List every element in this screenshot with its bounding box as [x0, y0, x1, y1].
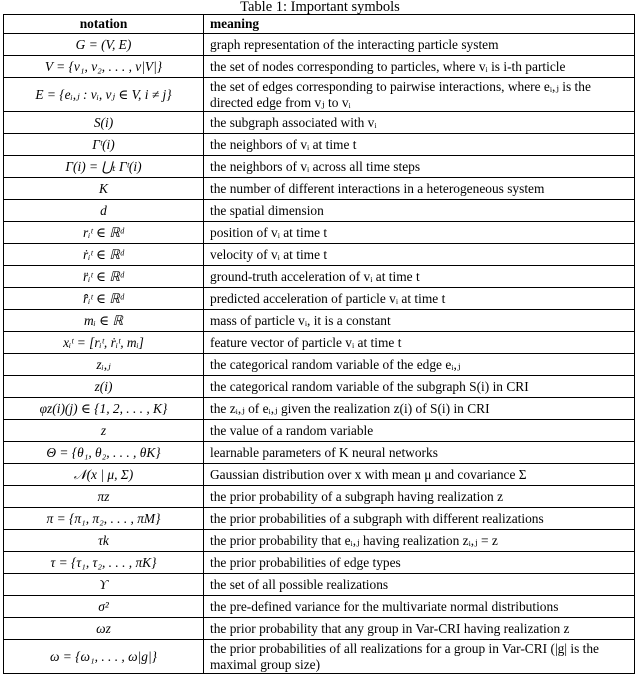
table-row: [4, 574, 635, 596]
table-row: [4, 34, 635, 56]
meaning-cell: mass of particle vᵢ, it is a constant: [204, 310, 635, 332]
meaning-cell: learnable parameters of K neural networks: [204, 442, 635, 464]
meaning-cell: the zᵢ,ⱼ of eᵢ,ⱼ given the realization z(i) of S(i) in CRI: [204, 398, 635, 420]
table-row: [4, 78, 635, 112]
meaning-cell: the neighbors of vᵢ across all time steps: [204, 156, 635, 178]
meaning-cell: velocity of vᵢ at time t: [204, 244, 635, 266]
notation-cell: G = (V, E): [4, 34, 204, 56]
notation-cell: z(i): [4, 376, 204, 398]
table-row: [4, 332, 635, 354]
table-row: [4, 376, 635, 398]
notation-cell: ω = {ω₁, . . . , ω|g|}: [4, 640, 204, 674]
table-row: [4, 134, 635, 156]
meaning-cell: the set of all possible realizations: [204, 574, 635, 596]
meaning-cell: the spatial dimension: [204, 200, 635, 222]
meaning-cell: graph representation of the interacting particle system: [204, 34, 635, 56]
meaning-cell: the prior probabilities of all realizations for a group in Var-CRI (|g| is the maximal group size): [204, 640, 635, 674]
notation-cell: ϒ: [4, 574, 204, 596]
table-row: [4, 156, 635, 178]
notation-cell: E = {eᵢ,ⱼ : vᵢ, vⱼ ∈ V, i ≠ j}: [4, 78, 204, 112]
notation-cell: S(i): [4, 112, 204, 134]
notation-cell: d: [4, 200, 204, 222]
table-row: [4, 464, 635, 486]
notation-cell: z: [4, 420, 204, 442]
notation-cell: r̂̈ᵢᵗ ∈ ℝᵈ: [4, 288, 204, 310]
notation-cell: K: [4, 178, 204, 200]
table-row: [4, 530, 635, 552]
meaning-cell: the prior probabilities of edge types: [204, 552, 635, 574]
table-row: [4, 552, 635, 574]
table-row: [4, 486, 635, 508]
notation-cell: 𝒩(x | μ, Σ): [4, 464, 204, 486]
meaning-cell: the prior probability of a subgraph having realization z: [204, 486, 635, 508]
table-row: [4, 398, 635, 420]
notation-cell: Θ = {θ₁, θ₂, . . . , θK}: [4, 442, 204, 464]
notation-cell: φz(i)(j) ∈ {1, 2, . . . , K}: [4, 398, 204, 420]
notation-cell: mᵢ ∈ ℝ: [4, 310, 204, 332]
meaning-cell: feature vector of particle vᵢ at time t: [204, 332, 635, 354]
table-row: [4, 596, 635, 618]
notation-cell: rᵢᵗ ∈ ℝᵈ: [4, 222, 204, 244]
meaning-cell: the prior probability that any group in Var-CRI having realization z: [204, 618, 635, 640]
meaning-cell: Gaussian distribution over x with mean μ and covariance Σ: [204, 464, 635, 486]
table-row: [4, 288, 635, 310]
meaning-cell: the set of nodes corresponding to particles, where vᵢ is i-th particle: [204, 56, 635, 78]
meaning-cell: predicted acceleration of particle vᵢ at time t: [204, 288, 635, 310]
header-notation: notation: [4, 15, 204, 34]
notation-cell: πz: [4, 486, 204, 508]
table-row: [4, 222, 635, 244]
meaning-cell: the categorical random variable of the subgraph S(i) in CRI: [204, 376, 635, 398]
table-row: [4, 200, 635, 222]
notation-cell: V = {v₁, v₂, . . . , v|V|}: [4, 56, 204, 78]
table-row: [4, 266, 635, 288]
meaning-cell: the subgraph associated with vᵢ: [204, 112, 635, 134]
notation-cell: Γ(i) = ⋃ₜ Γᵗ(i): [4, 156, 204, 178]
table-caption: Table 1: Important symbols: [240, 0, 400, 15]
table-row: [4, 244, 635, 266]
table-row: [4, 442, 635, 464]
table-row: [4, 640, 635, 674]
meaning-cell: the prior probability that eᵢ,ⱼ having realization zᵢ,ⱼ = z: [204, 530, 635, 552]
notation-cell: ṙᵢᵗ ∈ ℝᵈ: [4, 244, 204, 266]
meaning-cell: the pre-defined variance for the multivariate normal distributions: [204, 596, 635, 618]
meaning-cell: the number of different interactions in a heterogeneous system: [204, 178, 635, 200]
table-row: [4, 420, 635, 442]
symbols-table: [3, 14, 635, 674]
notation-cell: σ²: [4, 596, 204, 618]
meaning-cell: ground-truth acceleration of vᵢ at time t: [204, 266, 635, 288]
meaning-cell: the neighbors of vᵢ at time t: [204, 134, 635, 156]
notation-cell: ωz: [4, 618, 204, 640]
notation-cell: Γᵗ(i): [4, 134, 204, 156]
notation-cell: r̈ᵢᵗ ∈ ℝᵈ: [4, 266, 204, 288]
notation-cell: τk: [4, 530, 204, 552]
table-row: [4, 56, 635, 78]
meaning-cell: the prior probabilities of a subgraph with different realizations: [204, 508, 635, 530]
table-header-row: [4, 15, 635, 34]
table-row: [4, 310, 635, 332]
header-meaning: meaning: [204, 15, 635, 34]
meaning-cell: the value of a random variable: [204, 420, 635, 442]
table-row: [4, 618, 635, 640]
notation-cell: τ = {τ₁, τ₂, . . . , πK}: [4, 552, 204, 574]
meaning-cell: the categorical random variable of the edge eᵢ,ⱼ: [204, 354, 635, 376]
notation-cell: π = {π₁, π₂, . . . , πM}: [4, 508, 204, 530]
table-row: [4, 112, 635, 134]
table-row: [4, 354, 635, 376]
notation-cell: zᵢ,ⱼ: [4, 354, 204, 376]
table-row: [4, 508, 635, 530]
notation-cell: xᵢᵗ = [rᵢᵗ, ṙᵢᵗ, mᵢ]: [4, 332, 204, 354]
meaning-cell: position of vᵢ at time t: [204, 222, 635, 244]
table-row: [4, 178, 635, 200]
meaning-cell: the set of edges corresponding to pairwise interactions, where eᵢ,ⱼ is the directed edge from vⱼ to vᵢ: [204, 78, 635, 112]
